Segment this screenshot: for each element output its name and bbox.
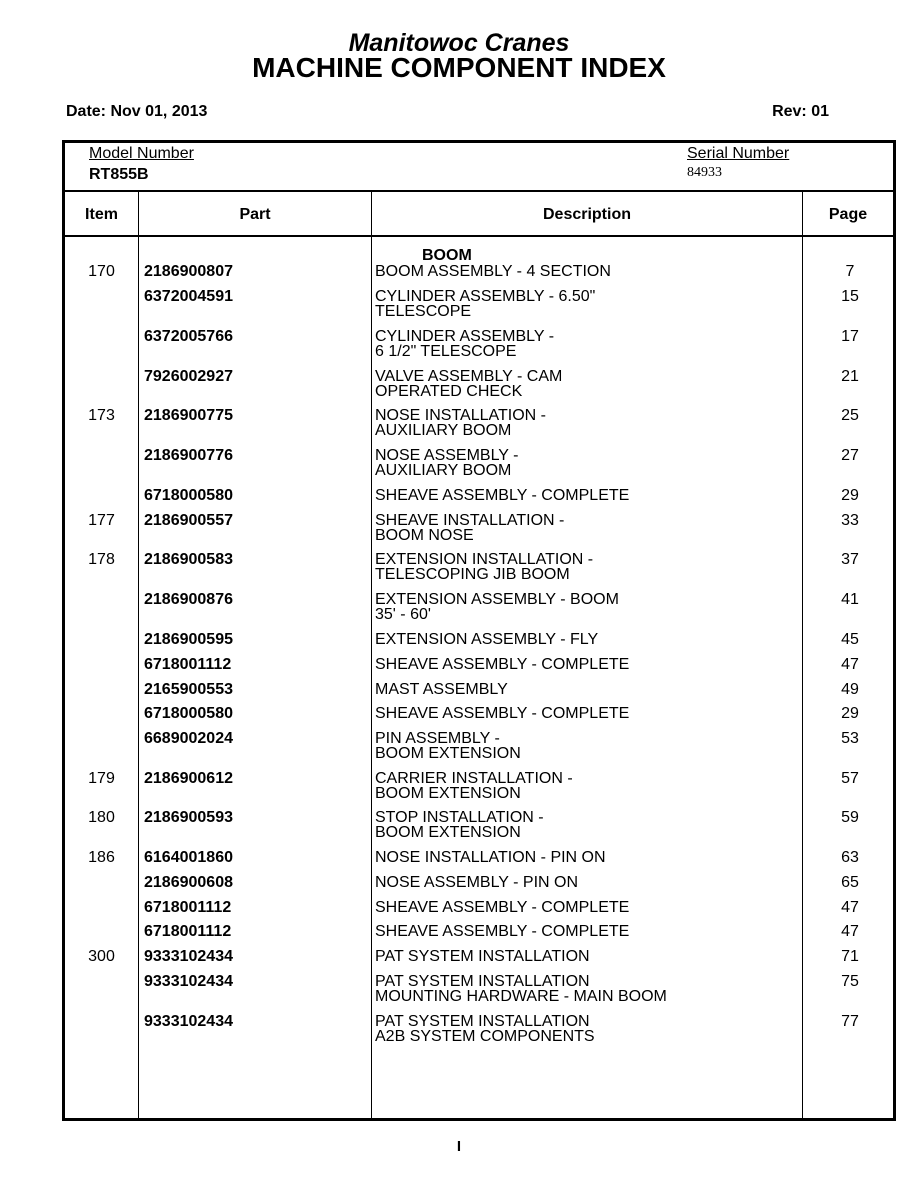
description-line: CYLINDER ASSEMBLY -: [375, 328, 555, 345]
item-number: 173: [88, 407, 115, 424]
serial-number-value: 84933: [687, 165, 722, 180]
description-line: OPERATED CHECK: [375, 383, 523, 400]
part-number: 2186900807: [144, 263, 233, 280]
description-column-header: Description: [542, 206, 631, 223]
description-line: BOOM EXTENSION: [375, 785, 521, 802]
page-reference: 59: [841, 809, 859, 826]
description: [375, 264, 795, 279]
model-number-value: RT855B: [89, 166, 149, 183]
description-line: NOSE INSTALLATION -: [375, 407, 546, 424]
date-label: Date: Nov 01, 2013: [66, 103, 208, 120]
description: [375, 289, 795, 319]
page-reference: 33: [841, 512, 859, 529]
description: [375, 875, 795, 890]
page-reference: 47: [841, 899, 859, 916]
part-number: 6718001112: [144, 656, 232, 673]
part-number: 2186900775: [144, 407, 233, 424]
description-line: TELESCOPE: [375, 303, 472, 320]
column-divider: [138, 192, 139, 1118]
description-line: SHEAVE ASSEMBLY - COMPLETE: [375, 656, 630, 673]
description: [375, 974, 795, 1004]
part-number: 2186900593: [144, 809, 233, 826]
description: [375, 408, 795, 438]
part-number: 6689002024: [144, 730, 233, 747]
page-reference: 57: [841, 770, 859, 787]
part-number: 6372005766: [144, 328, 233, 345]
description-line: SHEAVE ASSEMBLY - COMPLETE: [375, 923, 630, 940]
description-line: NOSE INSTALLATION - PIN ON: [375, 849, 606, 866]
description-line: NOSE ASSEMBLY - PIN ON: [375, 874, 579, 891]
description-line: PAT SYSTEM INSTALLATION: [375, 948, 590, 965]
description-line: TELESCOPING JIB BOOM: [375, 566, 570, 583]
page-reference: 71: [841, 948, 859, 965]
description-line: BOOM ASSEMBLY - 4 SECTION: [375, 263, 611, 280]
part-number: 2186900557: [144, 512, 233, 529]
page-reference: 27: [841, 447, 859, 464]
description-line: AUXILIARY BOOM: [375, 422, 512, 439]
description-line: VALVE ASSEMBLY - CAM: [375, 368, 563, 385]
description-line: BOOM EXTENSION: [375, 745, 521, 762]
page-reference: 17: [841, 328, 859, 345]
page-reference: 37: [841, 551, 859, 568]
description: [375, 706, 795, 721]
description-line: PAT SYSTEM INSTALLATION: [375, 973, 590, 990]
column-divider: [371, 192, 372, 1118]
description: [375, 552, 795, 582]
page-reference: 47: [841, 656, 859, 673]
page-reference: 21: [841, 368, 859, 385]
component-index-table: [62, 140, 896, 1121]
description: [375, 488, 795, 503]
page-reference: 53: [841, 730, 859, 747]
item-number: 178: [88, 551, 115, 568]
page-reference: 75: [841, 973, 859, 990]
section-title: BOOM: [422, 247, 472, 264]
description-line: SHEAVE INSTALLATION -: [375, 512, 565, 529]
page-reference: 7: [845, 263, 855, 280]
description-line: EXTENSION INSTALLATION -: [375, 551, 594, 568]
page-reference: 65: [841, 874, 859, 891]
company-name: Manitowoc Cranes: [348, 29, 570, 57]
page-column-header: Page: [828, 206, 868, 223]
part-number: 2165900553: [144, 681, 233, 698]
description-line: NOSE ASSEMBLY -: [375, 447, 519, 464]
page-reference: 15: [841, 288, 859, 305]
description: [375, 369, 795, 399]
part-number: 9333102434: [144, 973, 233, 990]
part-number: 2186900876: [144, 591, 233, 608]
item-number: 179: [88, 770, 115, 787]
description-line: STOP INSTALLATION -: [375, 809, 544, 826]
model-number-label: Model Number: [89, 145, 194, 162]
description: [375, 810, 795, 840]
page-reference: 49: [841, 681, 859, 698]
document-title: MACHINE COMPONENT INDEX: [252, 52, 666, 83]
description-line: MOUNTING HARDWARE - MAIN BOOM: [375, 988, 667, 1005]
part-number: 2186900583: [144, 551, 233, 568]
description: [375, 329, 795, 359]
description-line: CARRIER INSTALLATION -: [375, 770, 573, 787]
part-number: 6718000580: [144, 487, 233, 504]
part-column-header: Part: [239, 206, 271, 223]
page-reference: 63: [841, 849, 859, 866]
description: [375, 924, 795, 939]
description-line: SHEAVE ASSEMBLY - COMPLETE: [375, 705, 630, 722]
item-number: 170: [88, 263, 115, 280]
description: [375, 1014, 795, 1044]
page-reference: 47: [841, 923, 859, 940]
page-number: I: [456, 1138, 462, 1155]
part-number: 9333102434: [144, 1013, 233, 1030]
description: [375, 949, 795, 964]
description-line: A2B SYSTEM COMPONENTS: [375, 1028, 595, 1045]
page-reference: 77: [841, 1013, 859, 1030]
page-reference: 41: [841, 591, 859, 608]
page-reference: 25: [841, 407, 859, 424]
description-line: EXTENSION ASSEMBLY - BOOM: [375, 591, 619, 608]
item-number: 300: [88, 948, 115, 965]
description-line: SHEAVE ASSEMBLY - COMPLETE: [375, 487, 630, 504]
item-number: 180: [88, 809, 115, 826]
item-column-header: Item: [85, 206, 118, 223]
part-number: 6372004591: [144, 288, 233, 305]
info-divider: [65, 190, 893, 192]
header-divider: [65, 235, 893, 237]
description-line: PAT SYSTEM INSTALLATION: [375, 1013, 590, 1030]
part-number: 6718001112: [144, 923, 232, 940]
part-number: 6164001860: [144, 849, 233, 866]
part-number: 6718000580: [144, 705, 233, 722]
serial-number-label: Serial Number: [687, 145, 790, 162]
description: [375, 771, 795, 801]
description: [375, 657, 795, 672]
description: [375, 448, 795, 478]
item-number: 186: [88, 849, 115, 866]
page-reference: 45: [841, 631, 859, 648]
description-line: 6 1/2" TELESCOPE: [375, 343, 517, 360]
description-line: PIN ASSEMBLY -: [375, 730, 500, 747]
part-number: 2186900612: [144, 770, 233, 787]
description: [375, 731, 795, 761]
description: [375, 592, 795, 622]
part-number: 2186900595: [144, 631, 233, 648]
description: [375, 632, 795, 647]
page-reference: 29: [841, 705, 859, 722]
description: [375, 900, 795, 915]
part-number: 9333102434: [144, 948, 233, 965]
description-line: MAST ASSEMBLY: [375, 681, 508, 698]
part-number: 2186900776: [144, 447, 233, 464]
description-line: BOOM EXTENSION: [375, 824, 521, 841]
description-line: 35' - 60': [375, 606, 431, 623]
description-line: AUXILIARY BOOM: [375, 462, 512, 479]
description-line: BOOM NOSE: [375, 527, 474, 544]
column-divider: [802, 192, 803, 1118]
page-reference: 29: [841, 487, 859, 504]
description-line: SHEAVE ASSEMBLY - COMPLETE: [375, 899, 630, 916]
description-line: CYLINDER ASSEMBLY - 6.50": [375, 288, 596, 305]
description: [375, 682, 795, 697]
description: [375, 850, 795, 865]
part-number: 7926002927: [144, 368, 233, 385]
item-number: 177: [88, 512, 115, 529]
part-number: 6718001112: [144, 899, 232, 916]
description-line: EXTENSION ASSEMBLY - FLY: [375, 631, 599, 648]
description: [375, 513, 795, 543]
part-number: 2186900608: [144, 874, 233, 891]
revision-label: Rev: 01: [772, 103, 829, 120]
